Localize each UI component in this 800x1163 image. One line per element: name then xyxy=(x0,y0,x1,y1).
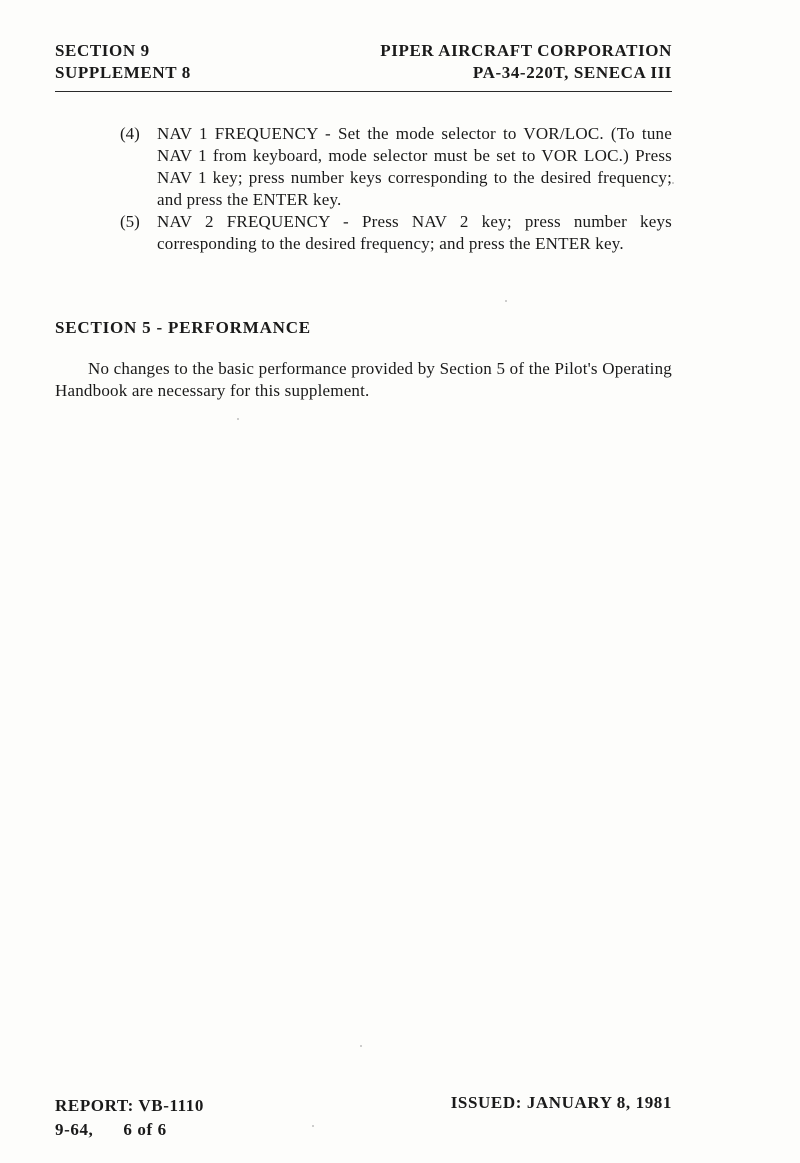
page-number xyxy=(55,1118,204,1142)
scan-speck xyxy=(360,1045,362,1047)
supplement-label: SUPPLEMENT 8 xyxy=(55,63,191,82)
step-text: NAV 2 FREQUENCY - Press NAV 2 key; press number keys corresponding to the desired frequency; and press the ENTER key. xyxy=(157,212,672,253)
page-count: 6 of 6 xyxy=(123,1120,167,1139)
scan-speck xyxy=(312,1125,314,1127)
aircraft-model: PA-34-220T, SENECA III xyxy=(472,63,672,82)
issued-date: ISSUED: JANUARY 8, 1981 xyxy=(450,1093,672,1112)
page-reference: 9-64, xyxy=(55,1120,94,1139)
step-item xyxy=(120,123,672,211)
company-name: PIPER AIRCRAFT CORPORATION xyxy=(380,41,672,60)
step-item xyxy=(120,211,672,255)
scan-speck xyxy=(237,418,239,420)
footer-report-block xyxy=(55,1094,204,1142)
report-number: REPORT: VB-1110 xyxy=(55,1096,204,1115)
header-divider xyxy=(55,91,672,92)
step-number: (4) xyxy=(120,124,140,143)
step-number: (5) xyxy=(120,212,140,231)
performance-heading: SECTION 5 - PERFORMANCE xyxy=(55,318,311,337)
header-company-block xyxy=(380,40,672,84)
performance-paragraph: No changes to the basic performance provided by Section 5 of the Pilot's Operating Handbook are necessary for this supplement. xyxy=(55,359,672,400)
header-section-block xyxy=(55,40,191,84)
scan-speck xyxy=(672,182,674,184)
procedure-steps xyxy=(120,123,672,255)
step-text: NAV 1 FREQUENCY - Set the mode selector to VOR/LOC. (To tune NAV 1 from keyboard, mode selector must be set to VOR LOC.) Press NAV 1 key; press number keys corresponding to the desired frequency; and press the ENTER key. xyxy=(157,124,672,209)
scan-speck xyxy=(505,300,507,302)
section-label: SECTION 9 xyxy=(55,41,150,60)
